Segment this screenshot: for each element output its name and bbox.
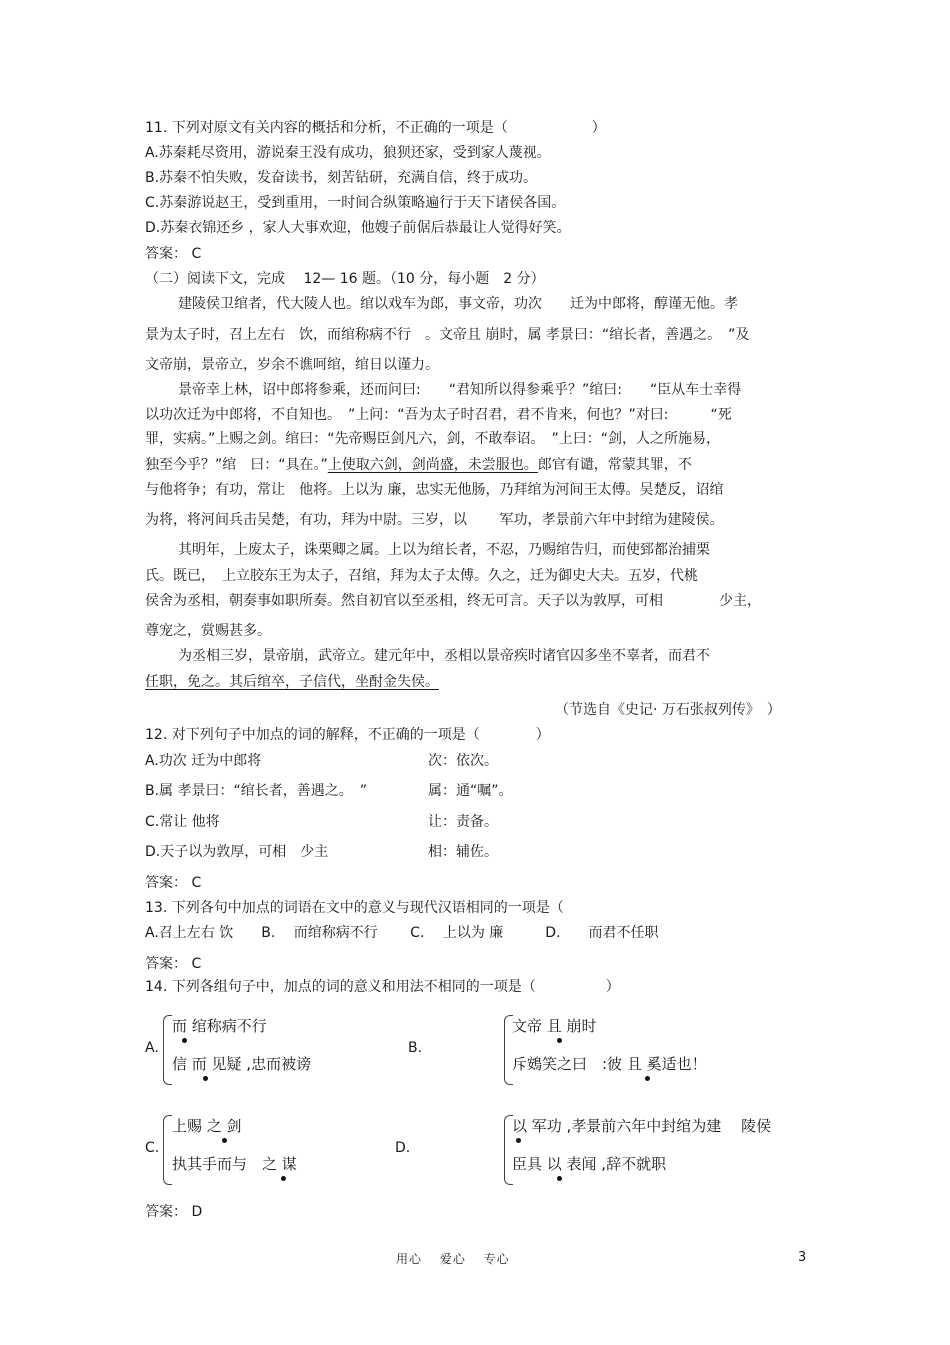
- passage-line-7: [145, 456, 692, 474]
- choice-c-brace: [163, 1115, 172, 1185]
- choice-a-letter: A.: [145, 1040, 159, 1056]
- question-11-option-d: D.苏秦衣锦还乡 ，家人大事欢迎，他嫂子前倨后恭最让人觉得好笑。: [145, 220, 571, 236]
- emphasis-dot: [281, 1176, 286, 1181]
- question-11-stem: 11. 下列对原文有关内容的概括和分析，不正确的一项是（ ）: [145, 120, 606, 136]
- choice-a-brace: [163, 1015, 172, 1085]
- emphasis-dot: [516, 1138, 521, 1143]
- option-a-sentence: A.功次 迁为中郎将: [145, 753, 262, 769]
- question-13-options: A.召上左右 饮 B. 而绾称病不行 C. 上以为 廉 D. 而君不任职: [145, 925, 659, 941]
- choice-c-line-1: 上赐 之 剑: [172, 1117, 242, 1135]
- option-b-explanation: 属：通“嘱”。: [428, 783, 513, 799]
- question-13-stem: 13. 下列各句中加点的词语在文中的意义与现代汉语相同的一项是（: [145, 900, 564, 916]
- page-number: 3: [798, 1250, 807, 1265]
- emphasis-dot: [182, 1038, 187, 1043]
- passage-line-12: 侯舍为丞相，朝奏事如职所奏。然自初官以至丞相，终无可言。天子以为敦厚，可相 少主，: [145, 593, 761, 609]
- question-12-stem: 12. 对下列句子中加点的词的解释，不正确的一项是（ ）: [145, 727, 550, 743]
- emphasis-dot: [557, 1038, 562, 1043]
- passage-line-7-end: 郎官有谴，常蒙其罪，不: [537, 457, 692, 473]
- choice-b-letter: B.: [408, 1040, 423, 1056]
- question-13-answer: 答案： C: [145, 956, 202, 972]
- passage-line-9: 为将，将河间兵击吴楚，有功，拜为中尉。三岁，以 军功，孝景前六年中封绾为建陵侯。: [145, 512, 724, 528]
- option-a-explanation: 次：依次。: [428, 753, 498, 769]
- emphasis-dot: [557, 1176, 562, 1181]
- passage-line-1: 建陵侯卫绾者，代大陵人也。绾以戏车为郎，事文帝，功次 迁为中郎将，醇谨无他。孝: [178, 296, 738, 312]
- underlined-sentence-1: 上使取六剑，剑尚盛，未尝服也。: [327, 457, 538, 473]
- passage-line-8: 与他将争；有功，常让 他将。上以为 廉，忠实无他肠，乃拜绾为河间王太傅。吴楚反，诏绾: [145, 482, 724, 498]
- choice-d-letter: D.: [395, 1140, 411, 1156]
- question-14-answer: 答案： D: [145, 1204, 203, 1220]
- question-12-option-b: B.属 孝景曰：“绾长者，善遇之。 ”: [145, 783, 368, 799]
- passage-line-4: 景帝幸上林，诏中郎将参乘，还而问曰: “君知所以得参乘乎？”绾曰: “臣从车士幸得: [178, 382, 742, 398]
- passage-line-13: 尊宠之，赏赐甚多。: [145, 623, 271, 639]
- passage-line-5: 以功次迁为中郎将，不自知也。 ”上问：“吾为太子时召君，君不肯来，何也？”对曰: “死: [145, 407, 732, 423]
- question-11-answer: 答案： C: [145, 246, 202, 262]
- page-footer: 用心 爱心 专心: [396, 1252, 510, 1266]
- choice-c-line-2: 执其手而与 之 谋: [172, 1155, 297, 1173]
- passage-source: （节选自《史记· 万石张叔列传》 ）: [555, 702, 781, 718]
- emphasis-dot: [222, 1138, 227, 1143]
- choice-d-line-2: 臣具 以 表闻 ,辞不就职: [512, 1155, 667, 1173]
- question-11-option-c: C.苏秦游说赵王，受到重用，一时间合纵策略遍行于天下诸侯各国。: [145, 195, 566, 211]
- passage-line-3: 文帝崩，景帝立，岁余不谯呵绾，绾日以谨力。: [145, 357, 439, 373]
- passage-line-7-start: 独至今乎？”绾 曰：“具在。”: [145, 457, 328, 473]
- question-11-option-b: B.苏秦不怕失败，发奋读书，刻苦钻研，充满自信，终于成功。: [145, 170, 538, 186]
- option-c-explanation: 让：责备。: [428, 814, 498, 830]
- section-2-heading: （二）阅读下文，完成 12— 16 题。（10 分，每小题 2 分）: [145, 271, 545, 287]
- passage-line-14: 为丞相三岁，景帝崩，武帝立。建元年中，丞相以景帝疾时诸官囚多坐不辜者，而君不: [178, 648, 710, 664]
- question-12-option-a: [145, 752, 261, 770]
- underlined-sentence-2: 任职，免之。其后绾卒，子信代，坐酎金失侯。: [145, 674, 439, 690]
- choice-d-line-1: 以 军功 ,孝景前六年中封绾为建 陵侯: [512, 1117, 772, 1135]
- choice-a-line-2: 信 而 见疑 ,忠而被谤: [172, 1055, 312, 1073]
- option-d-explanation: 相：辅佐。: [428, 844, 498, 860]
- choice-a-line-1: 而 绾称病不行: [172, 1017, 267, 1035]
- question-12-option-d: D.天子以为敦厚，可相 少主: [145, 844, 329, 860]
- emphasis-dot: [645, 1076, 650, 1081]
- passage-line-6: 罪，实病。”上赐之剑。绾曰：“先帝赐臣剑凡六，剑，不敢奉诏。 ”上曰：“剑，人之所施易，: [145, 431, 721, 447]
- question-12-option-c: C.常让 他将: [145, 814, 220, 830]
- question-11-option-a: A.苏秦耗尽资用，游说秦王没有成功，狼狈还家，受到家人蔑视。: [145, 145, 551, 161]
- choice-b-line-1: 文帝 且 崩时: [512, 1017, 597, 1035]
- passage-line-11: 氏。既已， 上立胶东王为太子，召绾，拜为太子太傅。久之，迁为御史大夫。五岁，代桃: [145, 568, 698, 584]
- passage-line-10: 其明年，上废太子，诛栗卿之属。上以为绾长者，不忍，乃赐绾告归，而使郅都治捕栗: [178, 542, 710, 558]
- question-14-stem: 14. 下列各组句子中，加点的词的意义和用法不相同的一项是（ ）: [145, 979, 620, 995]
- choice-b-line-2: 斥鴳笑之曰 :彼 且 奚适也！: [512, 1055, 707, 1073]
- question-12-answer: 答案： C: [145, 875, 202, 891]
- emphasis-dot: [203, 1076, 208, 1081]
- passage-line-2: 景为太子时，召上左右 饮，而绾称病不行 。文帝且 崩时，属 孝景曰：“绾长者，善遇之。 ”及: [145, 327, 750, 343]
- choice-c-letter: C.: [145, 1140, 160, 1156]
